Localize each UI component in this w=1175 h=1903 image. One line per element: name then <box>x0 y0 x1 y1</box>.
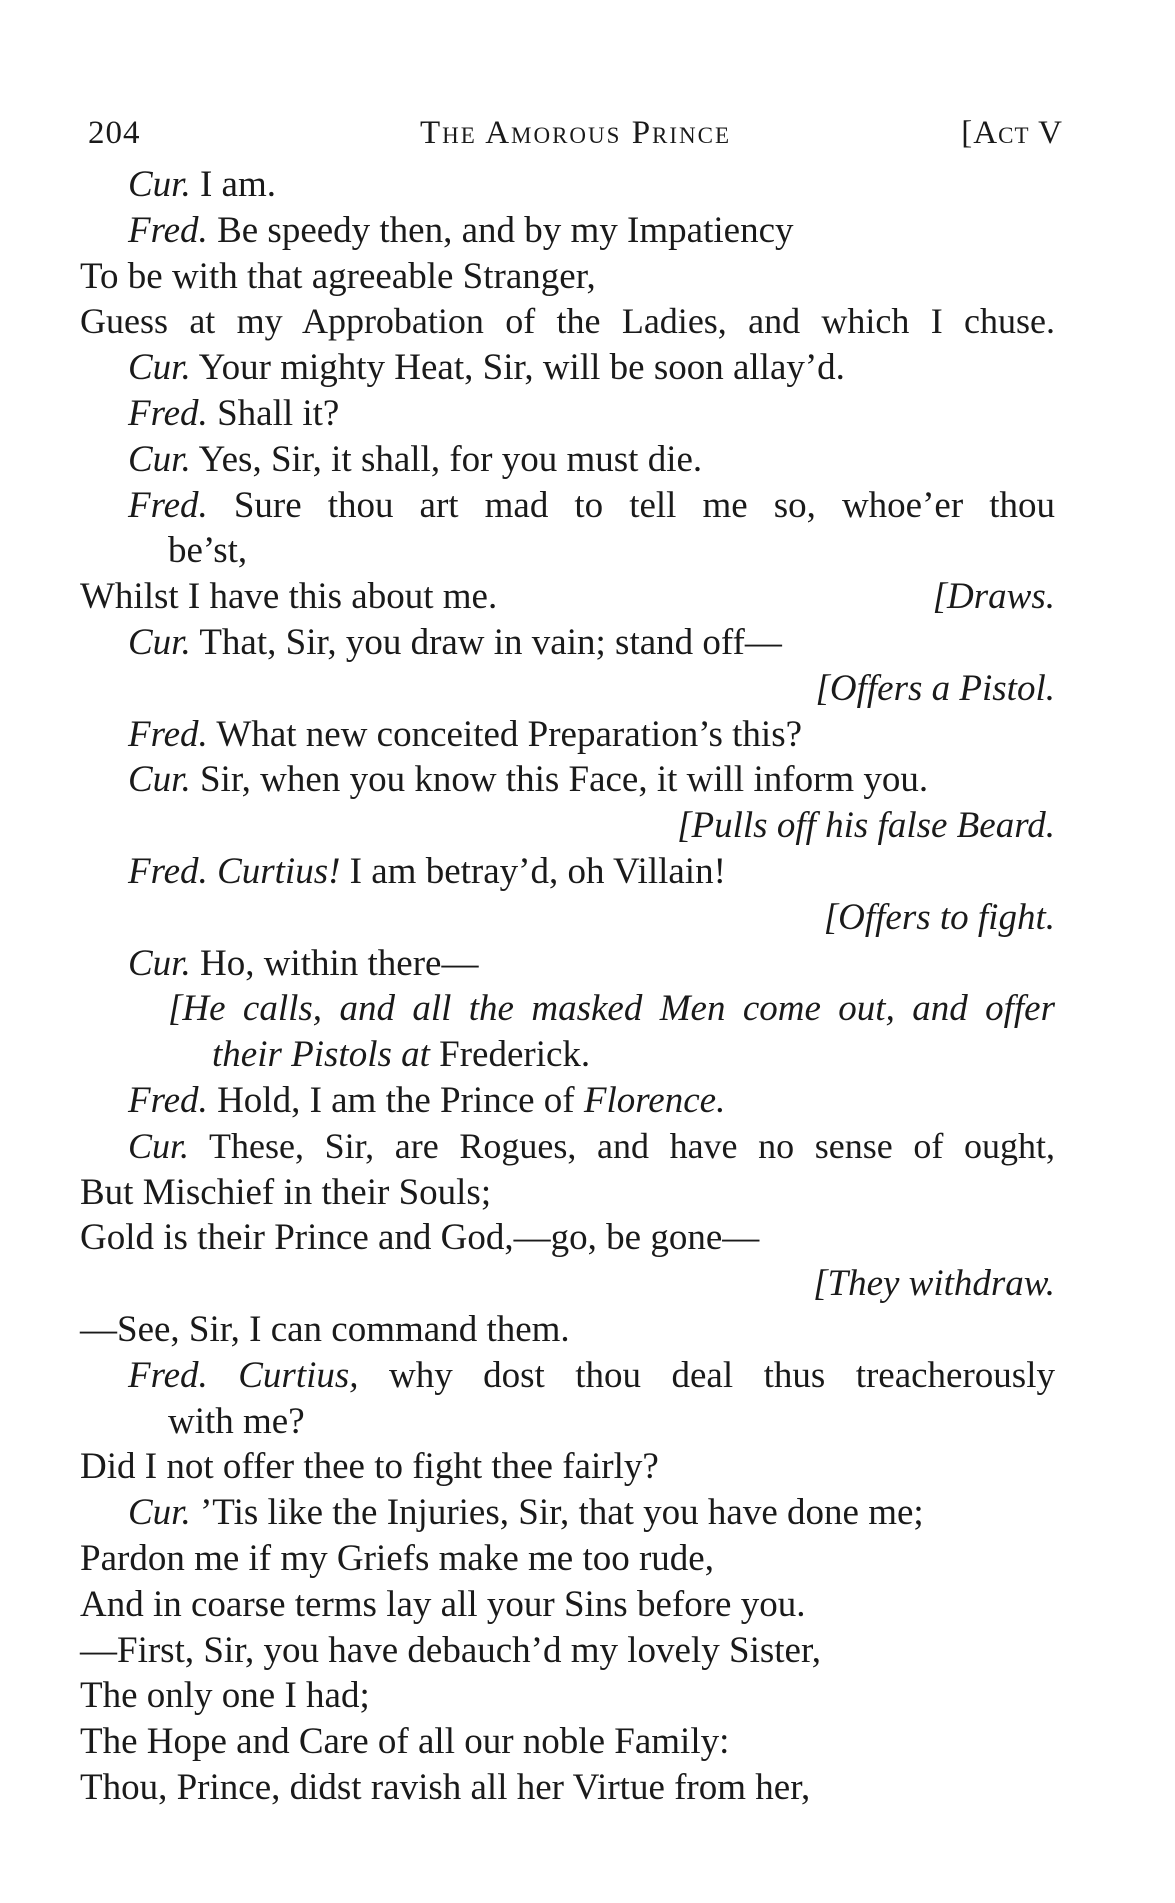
running-header <box>88 108 1063 158</box>
speech-text: The only one I had; <box>80 1675 370 1717</box>
stage-direction: [He calls, and all the masked Men come out, and offer <box>168 988 1055 1030</box>
text-line <box>80 1628 1055 1674</box>
speech-text: To be with that agreeable Stranger, <box>80 255 596 297</box>
speech-text: Whilst I have this about me. <box>80 576 498 618</box>
text-line <box>80 299 1055 345</box>
speech-text: That, Sir, you draw in vain; stand off— <box>190 621 782 663</box>
running-title: The Amorous Prince <box>419 115 732 151</box>
character-name: Curtius, <box>207 1354 359 1396</box>
speaker-label: Cur. <box>128 1492 191 1534</box>
text-line <box>80 941 1055 987</box>
speaker-label: Fred. <box>128 1354 208 1396</box>
speaker-label: Fred. <box>128 1079 208 1121</box>
text-line <box>80 345 1055 391</box>
text-line <box>80 666 1055 712</box>
speech-text: Did I not offer thee to fight thee fairly? <box>80 1446 659 1488</box>
stage-direction: [Draws. <box>932 576 1055 618</box>
text-line <box>80 1261 1055 1307</box>
speaker-label: Cur. <box>128 1125 190 1166</box>
text-line <box>80 1170 1055 1216</box>
text-line <box>80 208 1055 254</box>
speech-text: These, Sir, are Rogues, and have no sense of ought, <box>189 1125 1055 1166</box>
speaker-label: Fred. <box>128 209 208 251</box>
speech-text: Shall it? <box>207 392 340 434</box>
speech-text: Hold, I am the Prince of <box>207 1079 575 1121</box>
character-name: Frederick. <box>429 1034 591 1076</box>
text-line <box>80 483 1055 529</box>
speech-text: why dost thou deal thus treacherously <box>358 1354 1055 1396</box>
text-line <box>80 1765 1055 1811</box>
text-line <box>80 895 1055 941</box>
speech-text: with me? <box>168 1400 305 1442</box>
speech-text: —First, Sir, you have debauch’d my lovely Sister, <box>80 1629 822 1671</box>
character-name: Curtius! <box>207 850 341 892</box>
text-line <box>80 986 1055 1032</box>
speech-text: The Hope and Care of all our noble Family: <box>80 1721 730 1763</box>
speech-text: What new conceited Preparation’s this? <box>207 713 803 755</box>
stage-direction: [Offers a Pistol. <box>815 667 1055 709</box>
text-line <box>80 574 1055 620</box>
speech-text: Gold is their Prince and God,—go, be gone— <box>80 1217 760 1259</box>
text-line <box>80 1444 1055 1490</box>
stage-direction: [They withdraw. <box>813 1263 1055 1305</box>
text-line <box>80 1124 1055 1170</box>
speaker-label: Cur. <box>128 759 191 801</box>
text-line <box>80 803 1055 849</box>
text-line <box>80 1307 1055 1353</box>
text-line <box>80 1582 1055 1628</box>
speech-text: Sure thou art mad to tell me so, whoe’er thou <box>207 484 1055 526</box>
text-line <box>80 1536 1055 1582</box>
speaker-label: Fred. <box>128 713 208 755</box>
text-line <box>80 712 1055 758</box>
text-line <box>80 1032 1055 1078</box>
speech-text: I am. <box>190 164 277 205</box>
speech-text: But Mischief in their Souls; <box>80 1171 492 1213</box>
text-line <box>80 620 1055 666</box>
text-line <box>80 849 1055 895</box>
speech-text: Sir, when you know this Face, it will inform you. <box>190 759 929 801</box>
stage-direction: their Pistols at <box>212 1034 430 1076</box>
speaker-label: Cur. <box>128 621 191 663</box>
speaker-label: Fred. <box>128 392 208 434</box>
text-line <box>80 1353 1055 1399</box>
speaker-label: Cur. <box>128 942 191 984</box>
text-line <box>80 391 1055 437</box>
text-line <box>80 1490 1055 1536</box>
stage-direction: [Pulls off his false Beard. <box>677 805 1055 847</box>
act-label: [Act V <box>961 115 1063 151</box>
text-line <box>80 1078 1055 1124</box>
speech-text: Yes, Sir, it shall, for you must die. <box>190 438 703 480</box>
speaker-label: Cur. <box>128 438 191 480</box>
speech-text: be’st, <box>168 530 248 572</box>
text-line <box>80 1215 1055 1261</box>
play-text <box>80 162 1055 1811</box>
speech-text: Guess at my Approbation of the Ladies, and which I chuse. <box>80 301 1055 342</box>
text-line <box>80 437 1055 483</box>
speech-text: Your mighty Heat, Sir, will be soon allay’d. <box>190 347 845 389</box>
speaker-label: Cur. <box>128 164 191 205</box>
speech-text: Thou, Prince, didst ravish all her Virtue from her, <box>80 1766 811 1808</box>
place-name: Florence. <box>574 1079 726 1121</box>
speech-text: I am betray’d, oh Villain! <box>340 850 726 892</box>
speaker-label: Cur. <box>128 347 191 389</box>
text-line <box>80 1719 1055 1765</box>
speech-text: —See, Sir, I can command them. <box>80 1308 570 1350</box>
speech-text: Ho, within there— <box>190 942 479 984</box>
speech-text: Pardon me if my Griefs make me too rude, <box>80 1537 714 1579</box>
text-line <box>80 1399 1055 1445</box>
page-number: 204 <box>88 115 141 151</box>
stage-direction: [Offers to fight. <box>823 896 1055 938</box>
speech-text: ’Tis like the Injuries, Sir, that you have done me; <box>190 1492 924 1534</box>
text-line <box>80 162 1055 208</box>
text-line <box>80 528 1055 574</box>
speech-text: Be speedy then, and by my Impatiency <box>207 209 794 251</box>
speaker-label: Fred. <box>128 850 208 892</box>
text-line <box>80 1673 1055 1719</box>
speech-text: And in coarse terms lay all your Sins before you. <box>80 1583 806 1625</box>
text-line <box>80 254 1055 300</box>
speaker-label: Fred. <box>128 484 208 526</box>
text-line <box>80 757 1055 803</box>
